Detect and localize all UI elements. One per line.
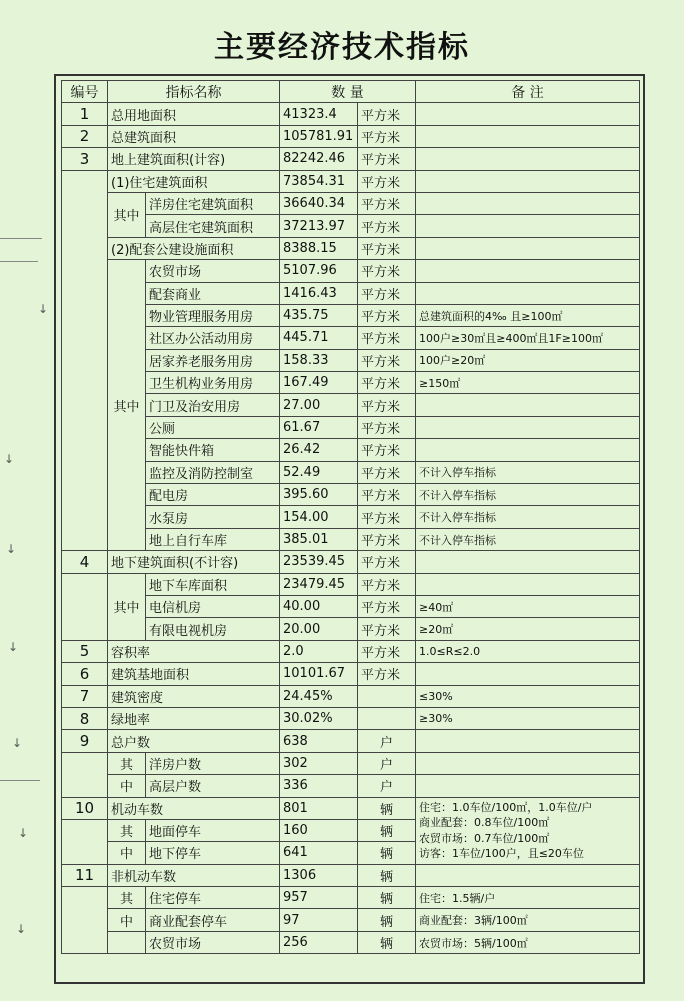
row-name: 配电房 [146, 484, 280, 506]
row-value: 336 [280, 775, 358, 797]
row-unit: 户 [358, 752, 416, 774]
row-no: 10 [62, 797, 108, 819]
table-row [62, 528, 640, 550]
table-row [62, 752, 640, 774]
row-name: 地下建筑面积(不计容) [108, 551, 280, 573]
table-row [62, 484, 640, 506]
table-row [62, 170, 640, 192]
table-row [62, 864, 640, 886]
header-name: 指标名称 [108, 81, 280, 103]
row-no-empty [62, 819, 108, 864]
row-value: 435.75 [280, 304, 358, 326]
margin-line [0, 238, 42, 239]
margin-line [0, 261, 38, 262]
row-note [416, 260, 640, 282]
qizhong-label: 其中 [108, 573, 146, 640]
row-value: 97 [280, 909, 358, 931]
row-note: ≤30% [416, 685, 640, 707]
row-unit: 平方米 [358, 663, 416, 685]
row-no: 5 [62, 640, 108, 662]
row-note [416, 775, 640, 797]
row-note: 农贸市场：5辆/100㎡ [416, 931, 640, 953]
arrow-mark: ↓ [4, 452, 15, 466]
row-value: 41323.4 [280, 103, 358, 125]
row-no-empty [62, 887, 108, 954]
row-unit: 平方米 [358, 282, 416, 304]
row-unit: 平方米 [358, 573, 416, 595]
table-row [62, 192, 640, 214]
header-qty: 数 量 [280, 81, 416, 103]
row-note: 不计入停车指标 [416, 461, 640, 483]
table-row [62, 327, 640, 349]
row-value: 1416.43 [280, 282, 358, 304]
table-row [62, 282, 640, 304]
row-note [416, 237, 640, 259]
row-note [416, 282, 640, 304]
row-value: 395.60 [280, 484, 358, 506]
row-unit: 平方米 [358, 551, 416, 573]
table-row [62, 103, 640, 125]
row-note [416, 752, 640, 774]
row-value: 24.45% [280, 685, 358, 707]
row-name: 容积率 [108, 640, 280, 662]
row-name: 智能快件箱 [146, 439, 280, 461]
row-note: 100户≥20㎡ [416, 349, 640, 371]
row-note: 住宅：1.5辆/户 [416, 887, 640, 909]
arrow-mark: ↓ [38, 302, 49, 316]
qizhong-label: 其中 [108, 192, 146, 237]
qi-label: 其 [108, 887, 146, 909]
table-row [62, 125, 640, 147]
row-unit: 平方米 [358, 103, 416, 125]
row-value: 27.00 [280, 394, 358, 416]
row-value: 30.02% [280, 707, 358, 729]
row-unit: 辆 [358, 931, 416, 953]
arrow-mark: ↓ [6, 542, 17, 556]
row-value: 160 [280, 819, 358, 841]
arrow-mark: ↓ [16, 922, 27, 936]
row-name: 配套商业 [146, 282, 280, 304]
margin-marks [0, 0, 60, 1001]
row-value: 2.0 [280, 640, 358, 662]
row-unit: 平方米 [358, 304, 416, 326]
table-row [62, 640, 640, 662]
row-value: 82242.46 [280, 148, 358, 170]
row-unit: 平方米 [358, 484, 416, 506]
row-unit: 平方米 [358, 416, 416, 438]
table-header [62, 81, 640, 103]
row-value: 302 [280, 752, 358, 774]
table-row [62, 685, 640, 707]
row-name: 监控及消防控制室 [146, 461, 280, 483]
row-name: 地面停车 [146, 819, 280, 841]
row-note [416, 551, 640, 573]
row-note: ≥150㎡ [416, 372, 640, 394]
row-value: 36640.34 [280, 192, 358, 214]
table-row [62, 797, 640, 819]
row-note [416, 864, 640, 886]
indicator-table [61, 80, 640, 954]
row-unit: 平方米 [358, 148, 416, 170]
qizhong-label: 其中 [108, 260, 146, 551]
row-unit: 平方米 [358, 349, 416, 371]
row-no: 11 [62, 864, 108, 886]
row-note: 不计入停车指标 [416, 484, 640, 506]
row-unit: 平方米 [358, 618, 416, 640]
row-name: 高层住宅建筑面积 [146, 215, 280, 237]
arrow-mark: ↓ [18, 826, 29, 840]
row-no-empty [62, 170, 108, 551]
table-row [62, 416, 640, 438]
row-unit: 辆 [358, 909, 416, 931]
zhong-label: 中 [108, 842, 146, 864]
row-name: 高层户数 [146, 775, 280, 797]
table-row [62, 148, 640, 170]
table-row [62, 439, 640, 461]
row-unit: 平方米 [358, 125, 416, 147]
row-value: 5107.96 [280, 260, 358, 282]
row-no-empty [62, 752, 108, 797]
row-name: 商业配套停车 [146, 909, 280, 931]
row-name: 地上建筑面积(计容) [108, 148, 280, 170]
row-value: 256 [280, 931, 358, 953]
row-value: 52.49 [280, 461, 358, 483]
row-unit: 户 [358, 730, 416, 752]
row-unit [358, 707, 416, 729]
row-value: 638 [280, 730, 358, 752]
row-name: 非机动车数 [108, 864, 280, 886]
row-unit: 辆 [358, 887, 416, 909]
row-note [416, 573, 640, 595]
row-unit: 平方米 [358, 640, 416, 662]
row-unit: 平方米 [358, 215, 416, 237]
row-note: 总建筑面积的4‰ 且≥100㎡ [416, 304, 640, 326]
row-note [416, 103, 640, 125]
row-name: (2)配套公建设施面积 [108, 237, 280, 259]
qi-label: 其 [108, 819, 146, 841]
table-row [62, 663, 640, 685]
table-row [62, 931, 640, 953]
row-note: 不计入停车指标 [416, 528, 640, 550]
row-value: 23479.45 [280, 573, 358, 595]
row-value: 20.00 [280, 618, 358, 640]
row-value: 957 [280, 887, 358, 909]
row-unit: 平方米 [358, 439, 416, 461]
row-unit: 辆 [358, 842, 416, 864]
row-note [416, 416, 640, 438]
row-no: 6 [62, 663, 108, 685]
row-no: 9 [62, 730, 108, 752]
row-unit: 平方米 [358, 237, 416, 259]
row-note: ≥40㎡ [416, 595, 640, 617]
table-row [62, 304, 640, 326]
row-name: 地上自行车库 [146, 528, 280, 550]
row-value: 61.67 [280, 416, 358, 438]
row-name: (1)住宅建筑面积 [108, 170, 280, 192]
table-row [62, 775, 640, 797]
page-title: 主要经济技术指标 [214, 30, 470, 65]
row-value: 40.00 [280, 595, 358, 617]
row-unit [358, 685, 416, 707]
table-row [62, 730, 640, 752]
row-unit: 辆 [358, 797, 416, 819]
row-no: 4 [62, 551, 108, 573]
row-name: 洋房住宅建筑面积 [146, 192, 280, 214]
row-note: 不计入停车指标 [416, 506, 640, 528]
row-value: 23539.45 [280, 551, 358, 573]
table-row [62, 707, 640, 729]
row-no: 3 [62, 148, 108, 170]
row-name: 公厕 [146, 416, 280, 438]
table-row [62, 506, 640, 528]
row-name: 地下车库面积 [146, 573, 280, 595]
row-no: 7 [62, 685, 108, 707]
table-row [62, 349, 640, 371]
table-row [62, 260, 640, 282]
zhong-label: 中 [108, 775, 146, 797]
row-unit: 辆 [358, 864, 416, 886]
row-note: 100户≥30㎡且≥400㎡且1F≥100㎡ [416, 327, 640, 349]
row-name: 绿地率 [108, 707, 280, 729]
table-row [62, 887, 640, 909]
row-note [416, 125, 640, 147]
row-note: 1.0≤R≤2.0 [416, 640, 640, 662]
row-name: 总建筑面积 [108, 125, 280, 147]
row-unit: 平方米 [358, 372, 416, 394]
parking-note: 住宅：1.0车位/100㎡，1.0车位/户 商业配套：0.8车位/100㎡ 农贸市场：0.7车位/100㎡ 访客：1车位/100户，且≤20车位 [416, 797, 640, 864]
row-note [416, 215, 640, 237]
table-row [62, 573, 640, 595]
row-value: 154.00 [280, 506, 358, 528]
row-name: 地下停车 [146, 842, 280, 864]
row-value: 385.01 [280, 528, 358, 550]
row-value: 445.71 [280, 327, 358, 349]
row-name: 建筑密度 [108, 685, 280, 707]
row-value: 167.49 [280, 372, 358, 394]
row-unit: 平方米 [358, 260, 416, 282]
row-name: 卫生机构业务用房 [146, 372, 280, 394]
row-name: 住宅停车 [146, 887, 280, 909]
margin-line [0, 780, 40, 781]
row-unit: 平方米 [358, 461, 416, 483]
table-row [62, 394, 640, 416]
row-unit: 平方米 [358, 327, 416, 349]
row-value: 105781.91 [280, 125, 358, 147]
row-value: 10101.67 [280, 663, 358, 685]
row-no-empty [62, 573, 108, 640]
row-value: 26.42 [280, 439, 358, 461]
qi-label: 其 [108, 752, 146, 774]
row-value: 1306 [280, 864, 358, 886]
row-name: 门卫及治安用房 [146, 394, 280, 416]
row-unit: 平方米 [358, 170, 416, 192]
zhong-label: 中 [108, 909, 146, 931]
row-unit: 平方米 [358, 192, 416, 214]
row-name: 居家养老服务用房 [146, 349, 280, 371]
row-note [416, 148, 640, 170]
row-name: 洋房户数 [146, 752, 280, 774]
row-name: 总户数 [108, 730, 280, 752]
row-no: 2 [62, 125, 108, 147]
row-unit: 平方米 [358, 394, 416, 416]
row-note [416, 663, 640, 685]
header-note: 备 注 [416, 81, 640, 103]
table-row [62, 909, 640, 931]
arrow-mark: ↓ [8, 640, 19, 654]
row-unit: 平方米 [358, 528, 416, 550]
header-no: 编号 [62, 81, 108, 103]
row-note [416, 192, 640, 214]
table-row [62, 215, 640, 237]
row-value: 641 [280, 842, 358, 864]
row-unit: 辆 [358, 819, 416, 841]
row-unit: 平方米 [358, 506, 416, 528]
row-no: 8 [62, 707, 108, 729]
row-name: 农贸市场 [146, 931, 280, 953]
table-row [62, 372, 640, 394]
qizhong-empty [108, 931, 146, 953]
row-name: 农贸市场 [146, 260, 280, 282]
table-row [62, 618, 640, 640]
row-value: 801 [280, 797, 358, 819]
arrow-mark: ↓ [12, 736, 23, 750]
row-name: 电信机房 [146, 595, 280, 617]
row-note: 商业配套：3辆/100㎡ [416, 909, 640, 931]
row-no: 1 [62, 103, 108, 125]
row-note [416, 439, 640, 461]
row-name: 建筑基地面积 [108, 663, 280, 685]
row-note [416, 394, 640, 416]
row-name: 机动车数 [108, 797, 280, 819]
table-row [62, 237, 640, 259]
row-name: 物业管理服务用房 [146, 304, 280, 326]
row-note: ≥20㎡ [416, 618, 640, 640]
table-row [62, 551, 640, 573]
row-value: 37213.97 [280, 215, 358, 237]
row-unit: 户 [358, 775, 416, 797]
row-name: 有限电视机房 [146, 618, 280, 640]
row-name: 社区办公活动用房 [146, 327, 280, 349]
row-value: 8388.15 [280, 237, 358, 259]
table-row [62, 461, 640, 483]
row-note: ≥30% [416, 707, 640, 729]
row-value: 73854.31 [280, 170, 358, 192]
row-name: 水泵房 [146, 506, 280, 528]
row-note [416, 730, 640, 752]
table-row [62, 595, 640, 617]
row-unit: 平方米 [358, 595, 416, 617]
row-value: 158.33 [280, 349, 358, 371]
row-note [416, 170, 640, 192]
row-name: 总用地面积 [108, 103, 280, 125]
